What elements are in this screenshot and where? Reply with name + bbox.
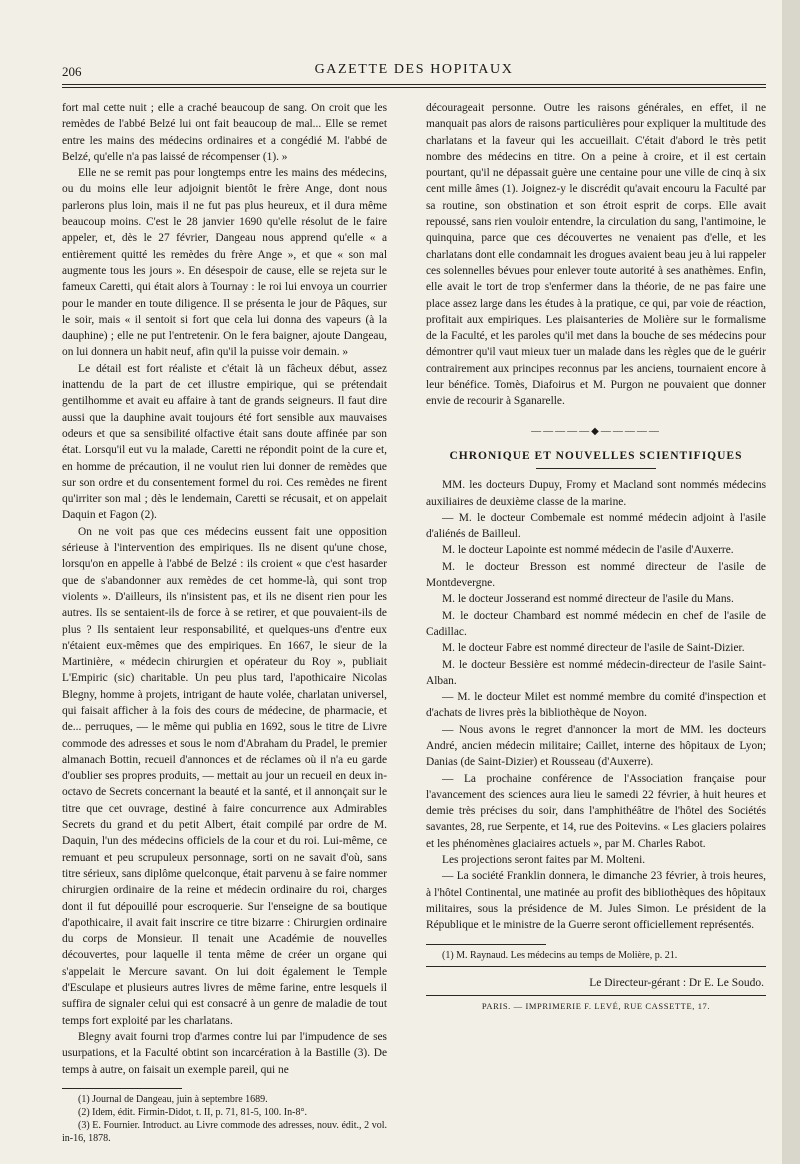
section-ornament: —————◆—————	[531, 425, 661, 437]
journal-title: GAZETTE DES HOPITAUX	[314, 62, 514, 77]
news-item: M. le docteur Fabre est nommé directeur de l'asile de Saint-Dizier.	[442, 642, 745, 655]
imprint-rule	[426, 995, 766, 996]
section-heading	[426, 424, 766, 470]
director-signature: Le Directeur-gérant : Dr E. Le Soudo.	[589, 976, 764, 989]
news-item: — Nous avons le regret d'annoncer la mort de MM. les docteurs André, ancien médecin militaire; Caillet, interne des hôpitaux de Lyon; Danias (de Saint-Dizier) et Rousseau (d'Auxerre).	[426, 723, 766, 769]
news-item: — M. le docteur Milet est nommé membre du comité d'inspection et d'achats de livres près la bibliothèque de Noyon.	[426, 691, 766, 720]
left-paragraph: On ne voit pas que ces médecins eussent fait une opposition sérieuse à l'intervention des empiriques. Ils ne disent qu'une chose, lorsqu'on en appelle à l'abbé de Belzé : ils croient « que c'est hasarder que de s'abandonner aux remèdes de cet homme-là, qui sont trop violents ». D'ailleurs, ils n'insistent pas, et ils ne disent rien pour les autres. Ils se sentaient-ils de force à se retirer, et que pouvaient-ils de plus ? Ils sentaient leur responsabilité, et quelques-uns d'entre eux n'étaient eux-mêmes que des empiriques. En 1667, le sieur de la Martinière, « médecin chirurgien et opérateur du Roy », publiait L'Empiric (sic) charitable. Un peu plus tard, l'apothicaire Nicolas Blegny, homme à projets, intrigant de haute volée, charlatan universel, qui faisait afficher à la fois des cours de médecine, de pharmacie, et de... perruques, — le même qui publia en 1692, sous le titre de Livre commode des adresses et sous le nom d'Abraham du Pradel, le premier almanach Bottin, recueil d'annonces et de réclames où il n'a eu garde d'oublier ses propres produits, — mettait au jour un recueil en deux in-octavo de Secrets concernant la beauté et la santé, et il annonçait sur le titre que cet ouvrage, destiné à faire concurrence aux Admirables Secrets du grand et du petit Albert, était compilé par ordre de M. Daquin, l'un des médecins officiels de la cour et du roi. Lui-même, ce remuant et peu scrupuleux personnage, sorti on ne savait d'où, sans titre sérieux, sans diplôme quelconque, était parvenu à se faire nommer chirurgien ordinaire de la reine et médecin ordinaire du roi, charges dont il fut dépouillé pour escroquerie. Sur l'enseigne de sa boutique d'apothicaire, il avait fait inscrire ce titre bizarre : Chirurgien ordinaire du corps de Monsieur. Il tenait une Académie de nouvelles découvertes, pour laquelle il tenta même de créer un organe qui s'appelait le Mercure savant. On lui doit également le Temple d'Esculape et plusieurs autres livres de même farine, entre lesquels il suffira de signaler celui qui est consacré à un genre de maladie de tout temps fort exploité par les charlatans.	[62, 525, 387, 1027]
news-item: M. le docteur Lapointe est nommé médecin de l'asile d'Auxerre.	[442, 544, 734, 557]
page-header	[62, 58, 766, 82]
news-item: M. le docteur Chambard est nommé médecin en chef de l'asile de Cadillac.	[426, 609, 766, 638]
news-item: — M. le docteur Combemale est nommé médecin adjoint à l'asile d'aliénés de Bailleul.	[426, 511, 766, 541]
footnote: (1) Journal de Dangeau, juin à septembre 1689.	[78, 1093, 268, 1105]
section-rule	[536, 468, 656, 469]
left-paragraph: Elle ne se remit pas pour longtemps entre les mains des médecins, ou du moins elle leur adjoignit bientôt le frère Ange, dont nous parlerons plus loin, mais il ne fut pas plus heureux, et il dura même beaucoup moins. C'est le 28 janvier 1690 qu'elle résolut de le faire appeler, et, dès le 27 février, Dangeau nous apprend qu'elle « a entièrement quitté les remèdes du frère Ange », et que « son mal augmente tous les jours ». En désespoir de cause, elle se rejeta sur le fameux Caretti, qui était alors à Tournay : le roi lui envoya un courrier pour le mander en toute diligence. Il se présenta le jour de Pâques, sur le soir, mais « il sentoit si fort que cela lui donna des vapeurs (à la dauphine) ; elle ne put l'entretenir. On le fera baigner, ajoute Dangeau, on lui donnera un habit neuf, afin qu'il la puisse voir demain. »	[62, 167, 387, 359]
right-column	[426, 100, 766, 1014]
right-paragraph: décourageait personne. Outre les raisons générales, en effet, il ne manquait pas alors de raisons particulières pour expliquer la multitude des charlatans et la faveur qui les accueillait. C'était d'abord le très petit nombre des médecins en titre. On a peine à croire, et il est certain pourtant, qu'il ne dépassait guère une centaine pour une ville de cinq à six cent mille âmes (1). Joignez-y le discrédit qu'avait encouru la Faculté par sa routine, son obstination et son étroit esprit de corps. Elle avait repoussé, sans rien vouloir entendre, la circulation du sang, l'antimoine, le quinquina, parce que ces découvertes ne venaient pas d'elle, et les charlatans dont elle condamnait les drogues avaient beau jeu à lui rappeler ces solennelles bévues pour enlever toute autorité à ses anathèmes. Enfin, elle avait le tort de trop s'enfermer dans la théorie, de ne pas faire une place assez large dans les études à la pratique, ce qui, par voie de réaction, profitait aux empiriques. Les plaisanteries de Molière sur le formalisme de la Faculté, et les paroles qu'il met dans la bouche de ses médecins pour démontrer qu'il vaut mieux tuer un malade dans les règles que de le guérir contrairement aux principes reconnus par les anciens, tournaient encore à leur bénéfice. Tomès, Diafoirus et M. Purgon ne pouvaient que donner envie de recourir à Sganarelle.	[426, 102, 766, 408]
page-number: 206	[62, 64, 82, 79]
left-paragraph: Le détail est fort réaliste et c'était là un fâcheux début, assez inattendu de la part de cet illustre empirique, qui se prétendait gentilhomme et avait eu affaire à tant de grands seigneurs. Il faut dire aussi que la dauphine avait toujours été fort sensible aux mauvaises odeurs et que sa sensibilité olfactive était sans doute affinée par son état. Lorsqu'il eut vu la malade, Caretti ne répondit point de la cure et, en homme de précaution, il ne voulut rien lui donner de remèdes que sur son ordre et du consentement formel du roi. Ces remèdes ne firent qu'irriter son mal ; dès le lendemain, Caretti se récusait, et on appelait Daquin et Fagon (2).	[62, 362, 387, 522]
header-rule-bottom	[62, 87, 766, 88]
footnote: (1) M. Raynaud. Les médecins au temps de Molière, p. 21.	[442, 949, 678, 961]
news-item: MM. les docteurs Dupuy, Fromy et Macland sont nommés médecins auxiliaires de deuxième classe de la marine.	[426, 479, 766, 508]
news-item: — La prochaine conférence de l'Association française pour l'avancement des sciences aura lieu le samedi 22 février, à huit heures et demie très précises du soir, dans l'amphithéâtre de l'hôtel des Sociétés savantes, 28, rue Serpente, et 14, rue des Poitevins. « Les glaciers polaires et les phénomènes glaciaires actuels », par M. Charles Rabot.	[426, 772, 766, 850]
footnote: (3) E. Fournier. Introduct. au Livre commode des adresses, nouv. édit., 2 vol. in-16, 1878.	[62, 1119, 387, 1144]
news-item: M. le docteur Bessière est nommé médecin-directeur de l'asile Saint-Alban.	[426, 658, 766, 687]
news-item: M. le docteur Josserand est nommé directeur de l'asile du Mans.	[442, 593, 734, 606]
footnote-rule	[62, 1088, 182, 1089]
footnote: (2) Idem, édit. Firmin-Didot, t. II, p. 71, 81-5, 100. In-8°.	[78, 1106, 307, 1118]
news-item: — La société Franklin donnera, le dimanche 23 février, à trois heures, à l'hôtel Continental, une matinée au profit des bibliothèques des hôpitaux militaires, sous la présidence de M. Jules Simon. Le président de la République et le ministre de la Guerre seront officiellement représentés.	[426, 870, 766, 932]
news-item: M. le docteur Bresson est nommé directeur de l'asile de Montdevergne.	[426, 560, 766, 590]
header-rule-top	[62, 84, 766, 85]
section-title: CHRONIQUE ET NOUVELLES SCIENTIFIQUES	[449, 449, 743, 462]
left-column	[62, 100, 387, 1145]
footnote-rule	[426, 944, 546, 945]
signature-rule	[426, 966, 766, 967]
left-paragraph: Blegny avait fourni trop d'armes contre lui par l'impudence de ses usurpations, et la Faculté obtint son incarcération à la Bastille (3). De temps à autre, on faisait un exemple pareil, qui ne	[62, 1030, 387, 1076]
news-item: Les projections seront faites par M. Molteni.	[442, 854, 646, 867]
left-paragraph: fort mal cette nuit ; elle a craché beaucoup de sang. On croit que les remèdes de l'abbé Belzé lui ont fait beaucoup de mal... Elle se remet entre les mains des médecins ordinaires et a congédié M. l'abbé de Belzé, qu'elle n'a pas laissé de récompenser (1). »	[62, 102, 387, 163]
printer-imprint: PARIS. — IMPRIMERIE F. LEVÉ, RUE CASSETTE, 17.	[481, 1000, 711, 1011]
page-edge	[782, 0, 800, 1164]
